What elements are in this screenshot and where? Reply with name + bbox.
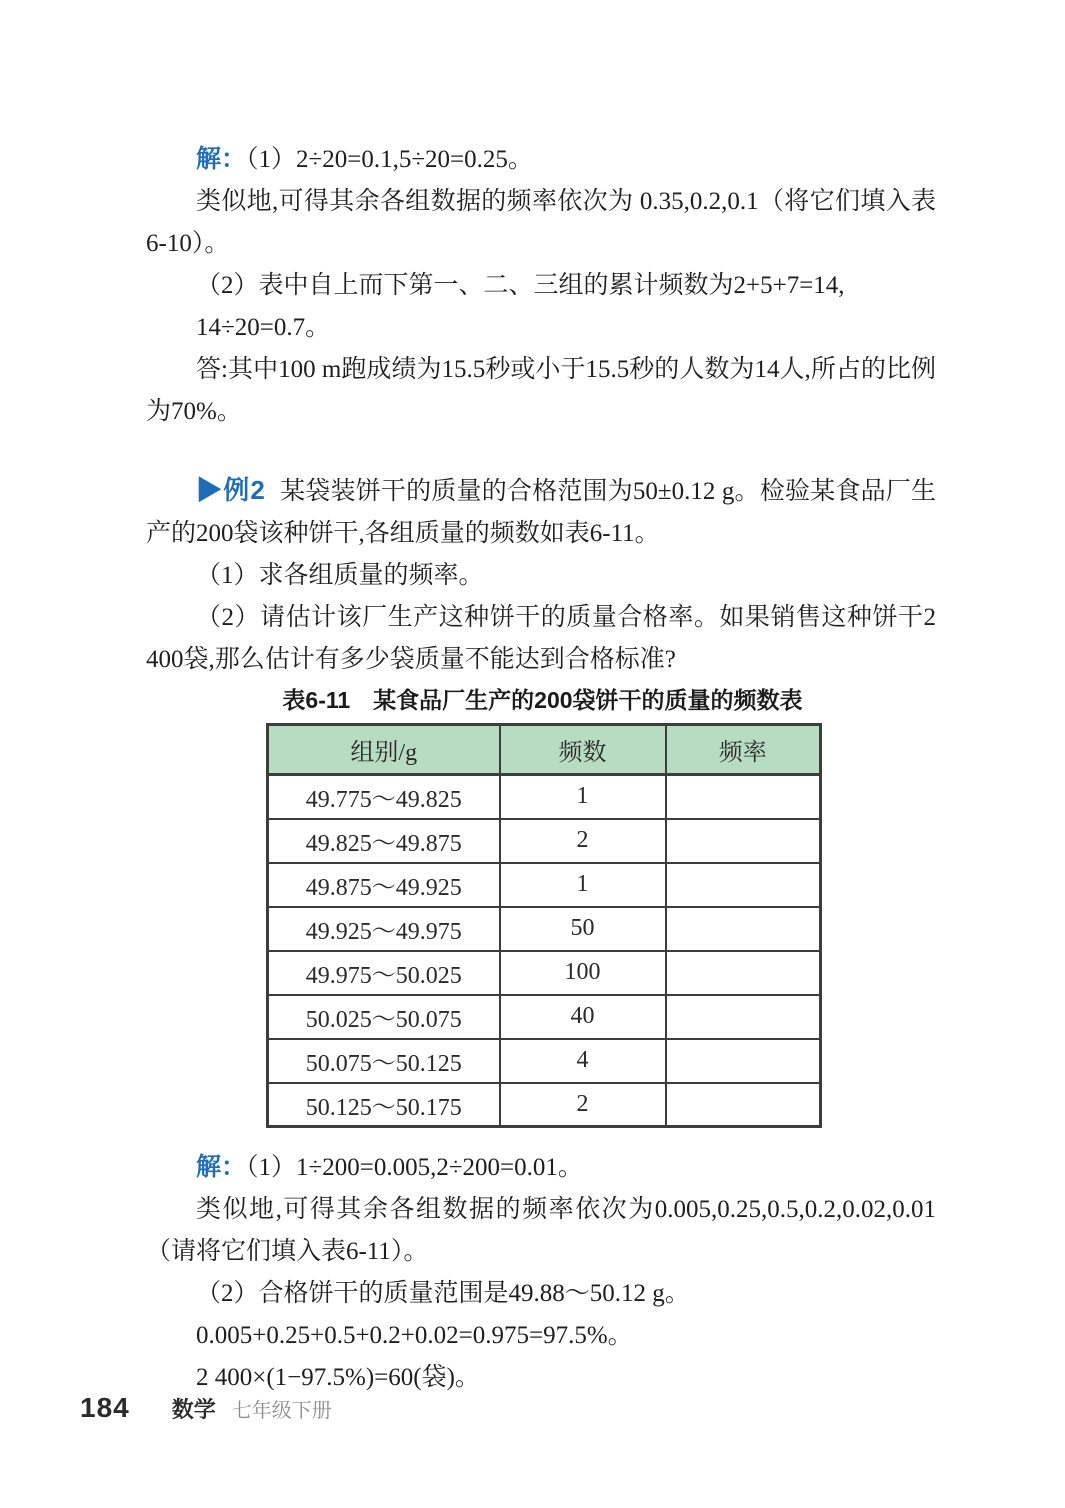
table-row [268,819,821,863]
table-header-row [268,725,821,775]
cell-rate [666,775,821,819]
table-caption: 表6-11 某食品厂生产的200袋饼干的质量的频数表 [282,687,803,713]
table-row [268,951,821,995]
cell-frequency: 1 [500,775,666,819]
solution1-label: 解： [196,145,247,173]
cell-group: 49.825～49.875 [268,819,500,863]
example2-q1: （1）求各组质量的频率。 [196,562,484,589]
solution2-line3: （2）合格饼干的质量范围是49.88～50.12 g。 [196,1280,690,1307]
cell-frequency: 1 [500,863,666,907]
solution2-line1-text: （1）1÷200=0.005,2÷200=0.01。 [246,1154,583,1181]
cell-frequency: 4 [500,1039,666,1083]
page-number: 184 [80,1392,130,1423]
table-row [268,775,821,819]
table-row [268,1039,821,1083]
table-row [268,907,821,951]
cell-group: 50.075～50.125 [268,1039,500,1083]
table-row [268,863,821,907]
frequency-table [266,723,822,1128]
example2-intro [146,469,936,555]
solution2-line1 [146,1146,936,1189]
cell-group: 50.125～50.175 [268,1083,500,1127]
solution2-label: 解： [196,1153,247,1181]
cell-rate [666,819,821,863]
example2-q2: （2）请估计该厂生产这种饼干的质量合格率。如果销售这种饼干2 400袋,那么估计有多少袋质量不能达到合格标准? [146,604,936,673]
solution1-para5: 答:其中100 m跑成绩为15.5秒或小于15.5秒的人数为14人,所占的比例为70%。 [146,356,936,425]
page-content [146,138,936,1399]
volume-label: 七年级下册 [231,1400,332,1422]
col-header-rate: 频率 [666,725,821,775]
example-2 [146,469,936,681]
cell-group: 49.875～49.925 [268,863,500,907]
cell-rate [666,863,821,907]
cell-frequency: 2 [500,819,666,863]
cell-group: 49.975～50.025 [268,951,500,995]
cell-rate [666,951,821,995]
solution-2 [146,1146,936,1399]
subject-label: 数学 [171,1397,216,1422]
table-6-11-block [146,685,936,1128]
solution1-line1 [146,138,936,181]
solution1-para2: 类似地,可得其余各组数据的频率依次为 0.35,0.2,0.1（将它们填入表6-10）。 [146,188,936,257]
table-row [268,1083,821,1127]
table-row [268,995,821,1039]
solution1-line4: 14÷20=0.7。 [196,314,331,341]
cell-group: 50.025～50.075 [268,995,500,1039]
cell-rate [666,995,821,1039]
cell-rate [666,1083,821,1127]
cell-frequency: 40 [500,995,666,1039]
example2-intro-text: 某袋装饼干的质量的合格范围为50±0.12 g。检验某食品厂生产的200袋该种饼干,各组质量的频数如表6-11。 [146,478,936,547]
solution2-line5: 2 400×(1−97.5%)=60(袋)。 [196,1364,480,1391]
col-header-group: 组别/g [268,725,500,775]
solution1-line3: （2）表中自上而下第一、二、三组的累计频数为2+5+7=14, [196,272,845,299]
cell-frequency: 2 [500,1083,666,1127]
solution-1 [146,138,936,433]
example2-label: ▶例2 [196,475,266,505]
col-header-frequency: 频数 [500,725,666,775]
cell-frequency: 100 [500,951,666,995]
solution2-para2: 类似地,可得其余各组数据的频率依次为0.005,0.25,0.5,0.2,0.02,0.01（请将它们填入表6-11）。 [146,1196,936,1265]
cell-frequency: 50 [500,907,666,951]
solution2-line4: 0.005+0.25+0.5+0.2+0.02=0.975=97.5%。 [196,1322,633,1349]
solution1-line1-text: （1）2÷20=0.1,5÷20=0.25。 [246,146,533,173]
cell-rate [666,1039,821,1083]
cell-group: 49.775～49.825 [268,775,500,819]
page-footer [80,1392,332,1424]
cell-rate [666,907,821,951]
cell-group: 49.925～49.975 [268,907,500,951]
